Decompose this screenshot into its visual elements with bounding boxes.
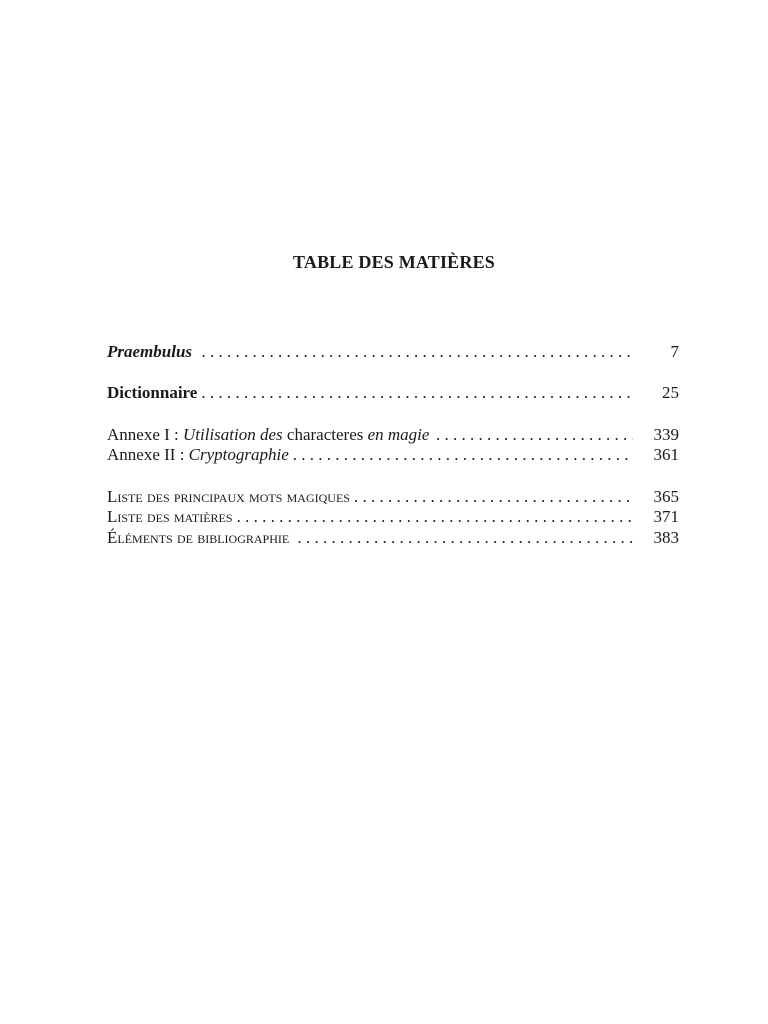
- leader-dots: [293, 444, 633, 466]
- toc-entry-dictionnaire[interactable]: [107, 382, 679, 404]
- toc-page-number: 361: [653, 445, 679, 464]
- leader-dots: [354, 486, 633, 508]
- leader-dots: [237, 506, 633, 528]
- toc-entry-label: Liste des matières: [107, 507, 233, 526]
- leader-dots: [297, 527, 633, 549]
- toc-page-number: 383: [653, 528, 679, 547]
- leader-dots: [201, 341, 633, 363]
- toc-page-number: 25: [662, 383, 679, 402]
- toc-entry-label: Liste des principaux mots magiques: [107, 487, 350, 506]
- toc-entry-annexe-2[interactable]: [107, 444, 679, 466]
- page-title: TABLE DES MATIÈRES: [293, 252, 495, 272]
- toc-entry-label: Éléments de bibliographie: [107, 528, 290, 547]
- toc-page-number: 7: [670, 342, 679, 361]
- toc-page-number: 371: [653, 507, 679, 526]
- toc-entry-liste-matieres[interactable]: [107, 506, 679, 528]
- toc-entry-liste-mots-magiques[interactable]: [107, 486, 679, 508]
- toc-entry-label: Dictionnaire: [107, 383, 198, 402]
- toc-entry-label: Annexe I : Utilisation des characteres en magie: [107, 425, 430, 444]
- toc-entry-praembulus[interactable]: [107, 341, 679, 363]
- toc-entry-label: Annexe II : Cryptographie: [107, 445, 289, 464]
- toc-entry-annexe-1[interactable]: [107, 424, 679, 446]
- toc-entry-label: Praembulus: [107, 342, 193, 361]
- toc-entry-bibliographie[interactable]: [107, 527, 679, 549]
- leader-dots: [201, 382, 633, 404]
- leader-dots: [436, 424, 633, 446]
- toc-page-number: 365: [653, 487, 679, 506]
- toc-page-number: 339: [653, 425, 679, 444]
